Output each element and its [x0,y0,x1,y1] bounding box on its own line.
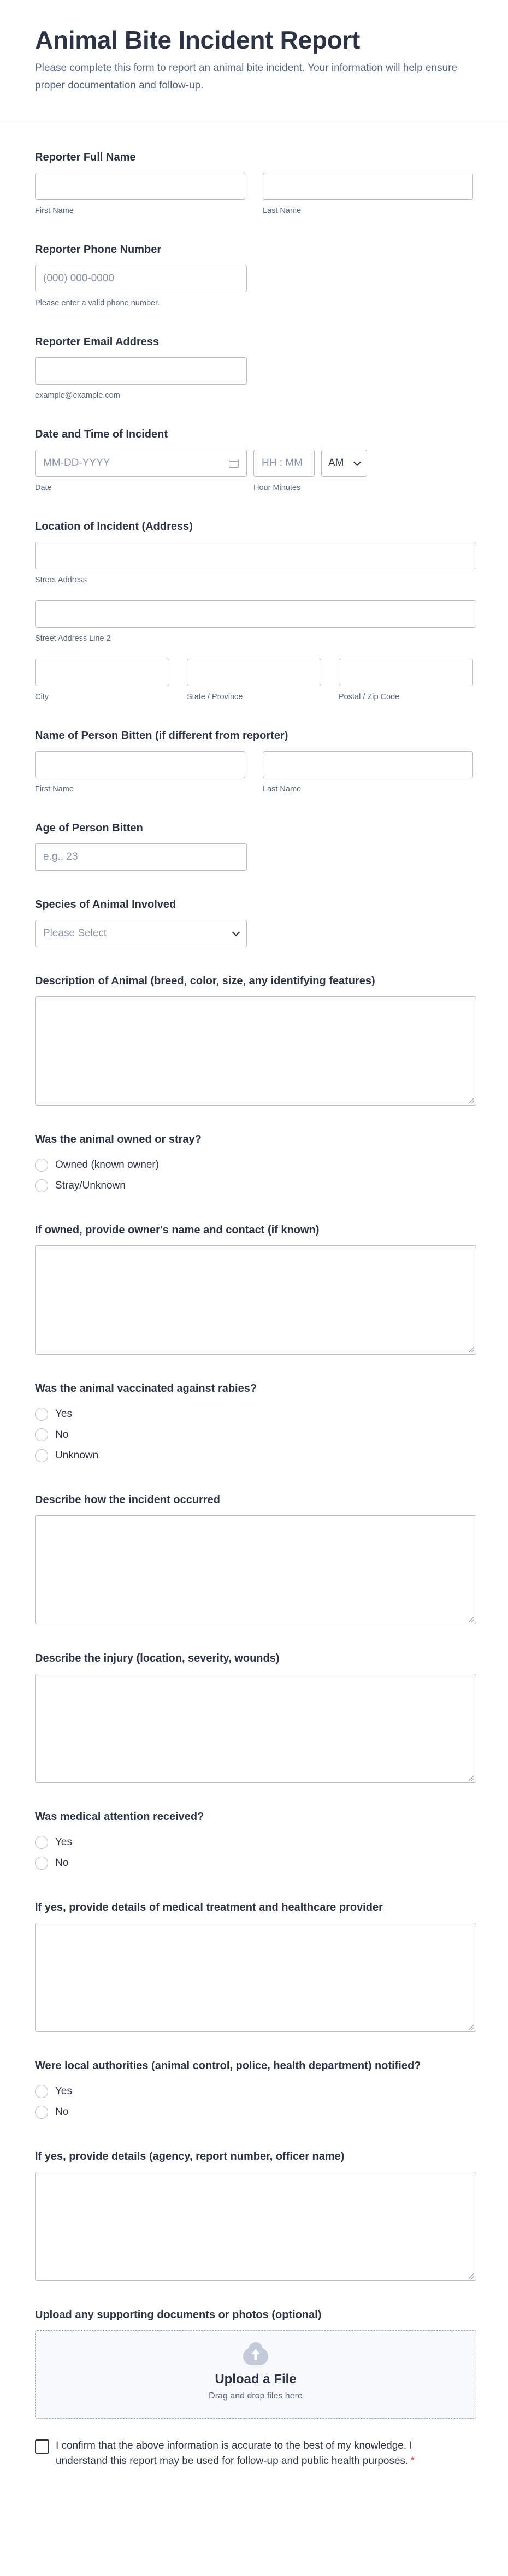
radio-circle[interactable] [35,1449,48,1462]
owned-or-stray-label: Was the animal owned or stray? [35,1133,202,1146]
radio-circle[interactable] [35,1408,48,1421]
cloud-upload-icon [243,2348,268,2365]
bitten-age-field [35,822,473,871]
owner-info-field [35,1224,473,1355]
medical-attention-label: Was medical attention received? [35,1811,204,1823]
authorities-details-label: If yes, provide details (agency, report number, officer name) [35,2150,345,2163]
incident-description-textarea[interactable] [35,1515,476,1624]
chevron-down-icon [353,458,361,466]
incident-datetime-label: Date and Time of Incident [35,428,168,441]
radio-label: Owned (known owner) [55,1159,160,1171]
animal-description-field [35,974,473,1106]
reporter-phone-field [35,243,473,308]
required-asterisk: * [410,2455,415,2467]
radio-label: Yes [55,2085,72,2098]
radio-label: Yes [55,1408,72,1420]
city-sublabel: City [35,693,49,702]
medical-details-textarea[interactable] [35,1923,476,2032]
state-input[interactable] [187,659,321,686]
radio-label: Unknown [55,1450,99,1462]
page-subtitle: Please complete this form to report an animal bite incident. Your information will help ensure proper documentation and follow-up. [35,62,458,92]
incident-datetime-field [35,428,473,493]
reporter-email-field [35,335,473,400]
calendar-icon[interactable] [229,459,239,468]
reporter-name-label: Reporter Full Name [35,151,136,164]
street-address-line2-input[interactable] [35,600,476,628]
owner-info-label: If owned, provide owner's name and contact (if known) [35,1224,320,1237]
reporter-phone-label: Reporter Phone Number [35,244,162,256]
bitten-name-label: Name of Person Bitten (if different from reporter) [35,730,288,742]
medical-details-field [35,1901,473,2032]
confirmation-field [35,2438,473,2469]
reporter-first-name-input[interactable] [35,173,245,200]
species-placeholder: Please Select [43,927,107,940]
resize-grip-icon[interactable] [469,2273,474,2279]
radio-option-no[interactable] [35,1425,473,1445]
file-upload-label: Upload any supporting documents or photos (optional) [35,2309,322,2321]
radio-option-yes[interactable] [35,2081,473,2102]
injury-description-label: Describe the injury (location, severity, wounds) [35,1652,280,1665]
incident-location-label: Location of Incident (Address) [35,521,193,533]
animal-description-label: Description of Animal (breed, color, size, any identifying features) [35,975,375,988]
last-name-sublabel: Last Name [263,206,302,216]
form-header [0,0,508,122]
first-name-sublabel: First Name [35,785,74,794]
date-placeholder: MM-DD-YYYY [43,457,110,469]
bitten-age-input[interactable]: e.g., 23 [35,843,247,871]
bitten-first-name-input[interactable] [35,751,245,778]
phone-hint: Please enter a valid phone number. [35,299,160,308]
last-name-sublabel: Last Name [263,785,302,794]
chevron-down-icon [232,929,240,936]
owned-or-stray-field [35,1133,473,1196]
vaccinated-label: Was the animal vaccinated against rabies? [35,1382,257,1395]
incident-description-label: Describe how the incident occurred [35,1494,220,1506]
confirmation-checkbox[interactable] [35,2439,49,2454]
street-address-sublabel: Street Address [35,576,87,585]
confirmation-checkbox-row[interactable] [35,2438,428,2469]
species-field [35,898,473,947]
authorities-details-field [35,2150,473,2281]
radio-option-unknown[interactable] [35,1445,473,1466]
resize-grip-icon[interactable] [469,1098,474,1103]
radio-option-stray[interactable] [35,1175,473,1196]
time-sublabel: Hour Minutes [253,483,301,493]
file-dropzone[interactable] [35,2330,476,2419]
reporter-name-field [35,151,473,216]
radio-circle[interactable] [35,1179,48,1192]
radio-option-no[interactable] [35,1853,473,1874]
radio-label: No [55,1429,69,1441]
reporter-email-label: Reporter Email Address [35,336,160,348]
zip-input[interactable] [339,659,473,686]
radio-option-no[interactable] [35,2102,473,2123]
city-input[interactable] [35,659,169,686]
resize-grip-icon[interactable] [469,1347,474,1352]
form-body [0,151,508,2469]
radio-label: No [55,1857,69,1869]
radio-circle[interactable] [35,1159,48,1172]
authorities-notified-field [35,2059,473,2123]
ampm-select[interactable] [321,450,367,477]
ampm-value: AM [328,457,344,469]
incident-time-input[interactable]: HH : MM [253,450,315,477]
confirmation-text-wrap [56,2438,428,2469]
bitten-name-field [35,729,473,794]
species-label: Species of Animal Involved [35,899,176,911]
radio-option-yes[interactable] [35,1832,473,1853]
vaccinated-field [35,1382,473,1466]
medical-details-label: If yes, provide details of medical treatment and healthcare provider [35,1901,383,1914]
reporter-last-name-input[interactable] [263,173,473,200]
species-select[interactable] [35,920,247,947]
injury-description-field [35,1652,473,1783]
incident-location-field [35,520,473,702]
radio-circle[interactable] [35,1428,48,1441]
resize-grip-icon[interactable] [469,1775,474,1781]
radio-label: Stray/Unknown [55,1180,126,1192]
first-name-sublabel: First Name [35,206,74,216]
radio-circle[interactable] [35,1857,48,1870]
reporter-phone-input[interactable]: (000) 000-0000 [35,265,247,292]
radio-label: Yes [55,1836,72,1848]
upload-arrow-stem [255,2354,257,2360]
radio-circle[interactable] [35,2106,48,2119]
injury-description-textarea[interactable] [35,1674,476,1783]
owner-info-textarea[interactable] [35,1245,476,1355]
bitten-age-label: Age of Person Bitten [35,822,143,835]
animal-description-textarea[interactable] [35,996,476,1106]
email-hint: example@example.com [35,391,120,400]
file-upload-field [35,2308,473,2419]
upload-subtitle: Drag and drop files here [209,2391,303,2401]
authorities-details-textarea[interactable] [35,2172,476,2281]
incident-description-field [35,1493,473,1624]
page-title: Animal Bite Incident Report [35,26,361,54]
radio-circle[interactable] [35,2085,48,2098]
radio-label: No [55,2106,69,2118]
date-sublabel: Date [35,483,52,493]
radio-option-yes[interactable] [35,1404,473,1425]
street-address-line2-sublabel: Street Address Line 2 [35,634,111,643]
zip-sublabel: Postal / Zip Code [339,693,400,702]
resize-grip-icon[interactable] [469,2024,474,2030]
medical-attention-field [35,1810,473,1874]
street-address-input[interactable] [35,542,476,569]
bitten-last-name-input[interactable] [263,751,473,778]
reporter-email-input[interactable] [35,357,247,385]
radio-option-owned[interactable] [35,1155,473,1175]
radio-circle[interactable] [35,1836,48,1849]
upload-title: Upload a File [215,2372,297,2387]
state-sublabel: State / Province [187,693,243,702]
incident-date-input[interactable] [35,450,247,477]
confirmation-text: I confirm that the above information is accurate to the best of my knowledge. I understand this report may be used for follow-up and public health purposes. [56,2440,412,2467]
authorities-notified-label: Were local authorities (animal control, police, health department) notified? [35,2060,421,2072]
resize-grip-icon[interactable] [469,1617,474,1622]
